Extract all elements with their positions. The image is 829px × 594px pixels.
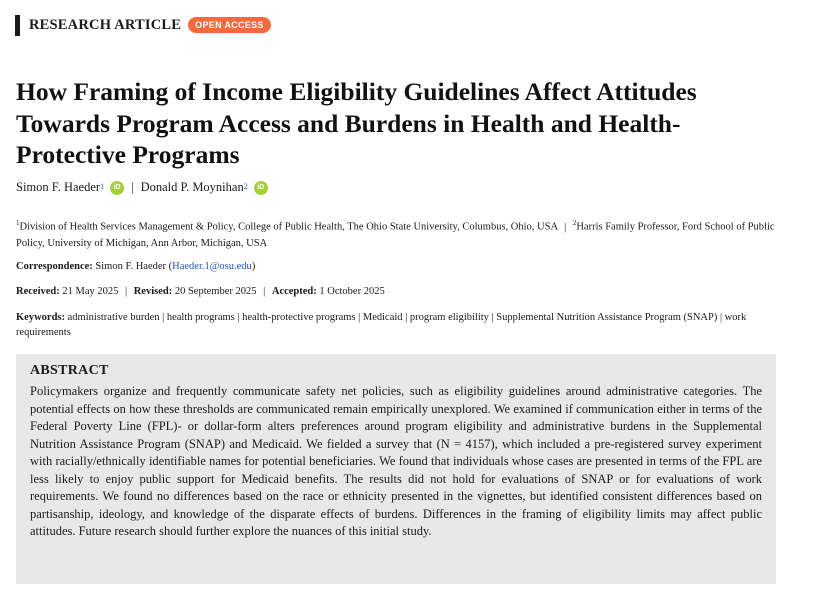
keywords-label: Keywords: [16, 312, 65, 323]
received-label: Received: [16, 286, 60, 297]
author-1-affiliation-sup: 1 [100, 182, 105, 191]
affiliation-1: Division of Health Services Management & Policy, College of Public Health, The Ohio State University, Columbus, Ohio, USA [19, 221, 558, 233]
correspondence-line: Correspondence: Simon F. Haeder (Haeder.1@osu.edu) [16, 261, 256, 272]
correspondence-name: Simon F. Haeder [95, 261, 167, 272]
revised-date: 20 September 2025 [174, 286, 257, 297]
affiliation-2-sup: 2 [572, 219, 577, 227]
affiliation-2: Harris Family Professor, Ford School of Public Policy, University of Michigan, Ann Arbor, Michigan, USA [16, 221, 775, 249]
accepted-date: 1 October 2025 [319, 286, 385, 297]
affiliation-separator: | [564, 221, 567, 233]
received-date: 21 May 2025 [62, 286, 119, 297]
article-dates [16, 286, 385, 297]
article-type-label: RESEARCH ARTICLE [29, 16, 182, 33]
abstract-text: Policymakers organize and frequently communicate safety net policies, such as eligibility guidelines around administrative categories. The potential effects on how these thresholds are communicated remain empirically unexplored. We examined if communication either in terms of the Federal Poverty Line (FPL)- or dollar-form alters preferences around program eligibility and administrative burdens in the Supplemental Nutrition Assistance Program (SNAP) and Medicaid. We fielded a survey that (N = 4157), which included a pre-registered survey experiment with racially/ethnically identifiable names for potential beneficiaries. We found that individuals whose cases are presented in terms of the FPL are less likely to enjoy public support for Medicaid benefits. The results did not hold for evaluations of SNAP or for evaluations of work requirements. We found no differences based on the race or ethnicity presented in the vignettes, but identified consistent differences based on partisanship, ideology, and knowledge of the disparate effects of burdens. Differences in the framing of eligibility limits may affect public attitudes. Future research should further explore the nuances of this initial study. [30, 384, 762, 538]
open-access-badge[interactable]: OPEN ACCESS [188, 17, 270, 33]
affiliations [16, 215, 786, 252]
abstract-heading: ABSTRACT [30, 363, 109, 378]
author-separator: | [131, 180, 134, 194]
accepted-label: Accepted: [271, 286, 317, 297]
abstract-section [16, 354, 776, 584]
correspondence-email-link[interactable]: Haeder.1@osu.edu [172, 261, 252, 272]
header-accent-bar [15, 15, 20, 36]
article-title: How Framing of Income Eligibility Guidelines Affect Attitudes Towards Program Access and Burdens in Health and Health-Protective Programs [16, 77, 697, 169]
keywords [16, 310, 786, 340]
date-separator: | [124, 286, 128, 297]
orcid-icon[interactable]: iD [110, 181, 124, 195]
revised-label: Revised: [133, 286, 173, 297]
article-type-header [15, 15, 271, 35]
author-2-affiliation-sup: 2 [243, 182, 248, 191]
author-name-2[interactable]: Donald P. Moynihan [140, 180, 244, 194]
author-list [16, 180, 268, 195]
date-separator: | [263, 286, 266, 297]
affiliation-1-sup: 1 [16, 219, 20, 227]
keywords-text: administrative burden | health programs | health-protective programs | Medicaid | program eligibility | Supplemental Nutrition Assistance Program (SNAP) | work requirements [16, 312, 747, 338]
correspondence-label: Correspondence: [16, 261, 93, 272]
orcid-icon[interactable]: iD [254, 181, 268, 195]
author-name-1[interactable]: Simon F. Haeder [16, 180, 101, 194]
